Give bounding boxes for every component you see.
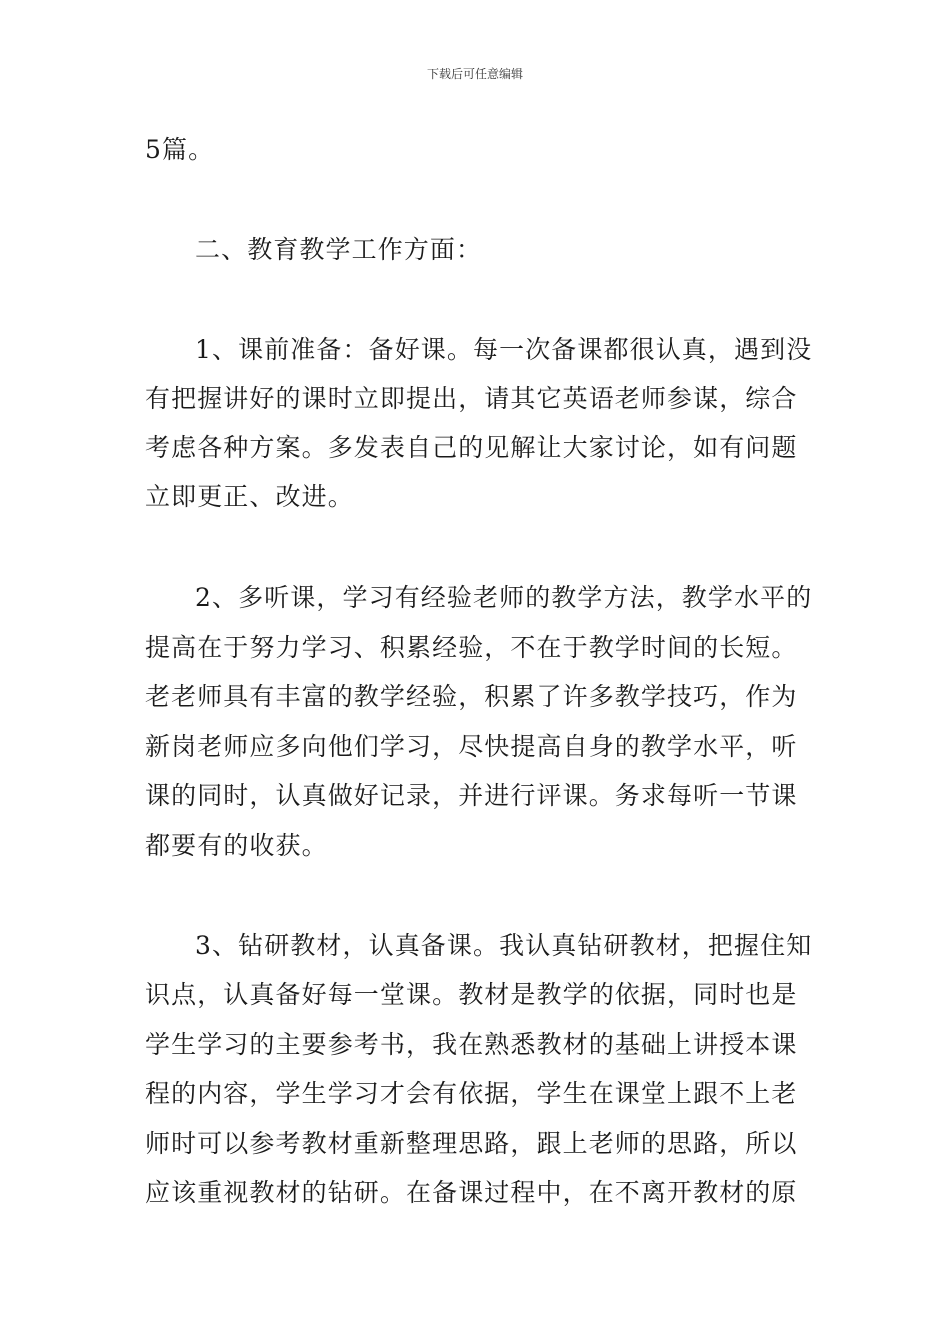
paragraph-1-line: 有把握讲好的课时立即提出，请其它英语老师参谋，综合 <box>145 384 798 413</box>
paragraph-3-line: 3、钻研教材，认真备课。我认真钻研教材，把握住知 <box>195 931 813 960</box>
paragraph-1-line: 1、课前准备：备好课。每一次备课都很认真，遇到没 <box>195 335 813 364</box>
section-heading: 二、教育教学工作方面： <box>195 235 483 264</box>
paragraph-2-line: 2、多听课，学习有经验老师的教学方法，教学水平的 <box>195 583 813 612</box>
text-line: 5篇。 <box>145 135 215 164</box>
paragraph-2-line: 老老师具有丰富的教学经验，积累了许多教学技巧，作为 <box>145 682 798 711</box>
paragraph-1-line: 考虑各种方案。多发表自己的见解让大家讨论，如有问题 <box>145 433 798 462</box>
paragraph-2-line: 都要有的收获。 <box>145 831 328 860</box>
paragraph-3-line: 程的内容，学生学习才会有依据，学生在课堂上跟不上老 <box>145 1079 798 1108</box>
paragraph-2-line: 新岗老师应多向他们学习，尽快提高自身的教学水平，听 <box>145 732 798 761</box>
paragraph-3-line: 学生学习的主要参考书，我在熟悉教材的基础上讲授本课 <box>145 1030 798 1059</box>
paragraph-3-line: 师时可以参考教材重新整理思路，跟上老师的思路，所以 <box>145 1129 798 1158</box>
paragraph-1-line: 立即更正、改进。 <box>145 482 354 511</box>
paragraph-2-line: 课的同时，认真做好记录，并进行评课。务求每听一节课 <box>145 781 798 810</box>
paragraph-3-line: 应该重视教材的钻研。在备课过程中，在不离开教材的原 <box>145 1178 798 1207</box>
paragraph-3-line: 识点，认真备好每一堂课。教材是教学的依据，同时也是 <box>145 980 798 1009</box>
paragraph-2-line: 提高在于努力学习、积累经验，不在于教学时间的长短。 <box>145 633 798 662</box>
page-header: 下载后可任意编辑 <box>426 67 523 81</box>
